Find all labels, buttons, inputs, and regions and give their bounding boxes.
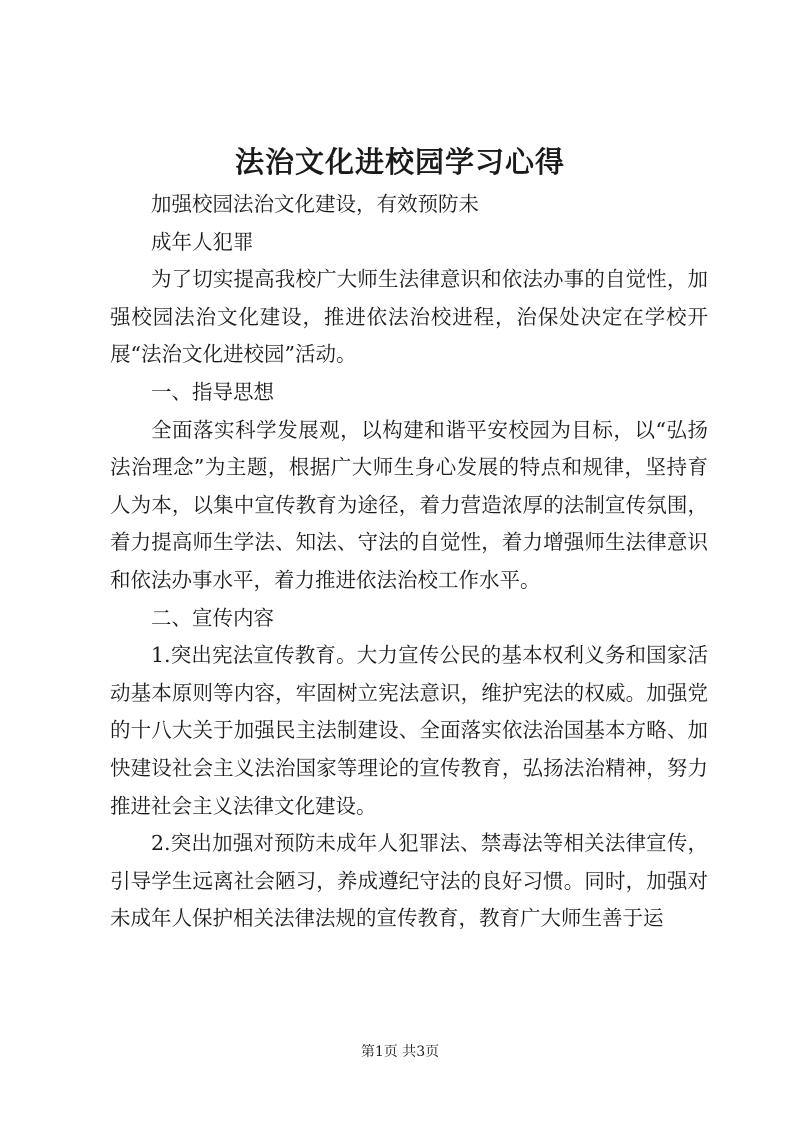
- page-number-footer: 第1页 共3页: [360, 1044, 440, 1060]
- document-title: 法治文化进校园学习心得: [234, 145, 565, 179]
- subtitle-line-1: 加强校园法治文化建设，有效预防未: [151, 192, 479, 216]
- content-item-2: 2.突出加强对预防未成年人犯罪法、禁毒法等相关法律宣传，引导学生远离社会陋习，养成遵纪守法的良好习惯。同时，加强对未成年人保护相关法律法规的宣传教育，教育广大师生善于运: [110, 831, 708, 931]
- intro-paragraph: 为了切实提高我校广大师生法律意识和依法办事的自觉性，加强校园法治文化建设，推进依法治校进程，治保处决定在学校开展“法治文化进校园”活动。: [110, 267, 708, 367]
- guiding-ideology-paragraph: 全面落实科学发展观，以构建和谐平安校园为目标，以“弘扬法治理念”为主题，根据广大师生身心发展的特点和规律，坚持育人为本，以集中宣传教育为途径，着力营造浓厚的法制宣传氛围，着力提高师生学法、知法、守法的自觉性，着力增强师生法律意识和依法办事水平，着力推进依法治校工作水平。: [110, 417, 708, 592]
- content-item-1: 1.突出宪法宣传教育。大力宣传公民的基本权利义务和国家活动基本原则等内容，牢固树立宪法意识，维护宪法的权威。加强党的十八大关于加强民主法制建设、全面落实依法治国基本方略、加快建设社会主义法治国家等理论的宣传教育，弘扬法治精神，努力推进社会主义法律文化建设。: [110, 643, 708, 818]
- subtitle-line-2: 成年人犯罪: [151, 229, 254, 254]
- section-heading-publicity-content: 二、宣传内容: [151, 605, 274, 630]
- section-heading-guiding-ideology: 一、指导思想: [151, 379, 274, 404]
- document-body: [110, 186, 708, 938]
